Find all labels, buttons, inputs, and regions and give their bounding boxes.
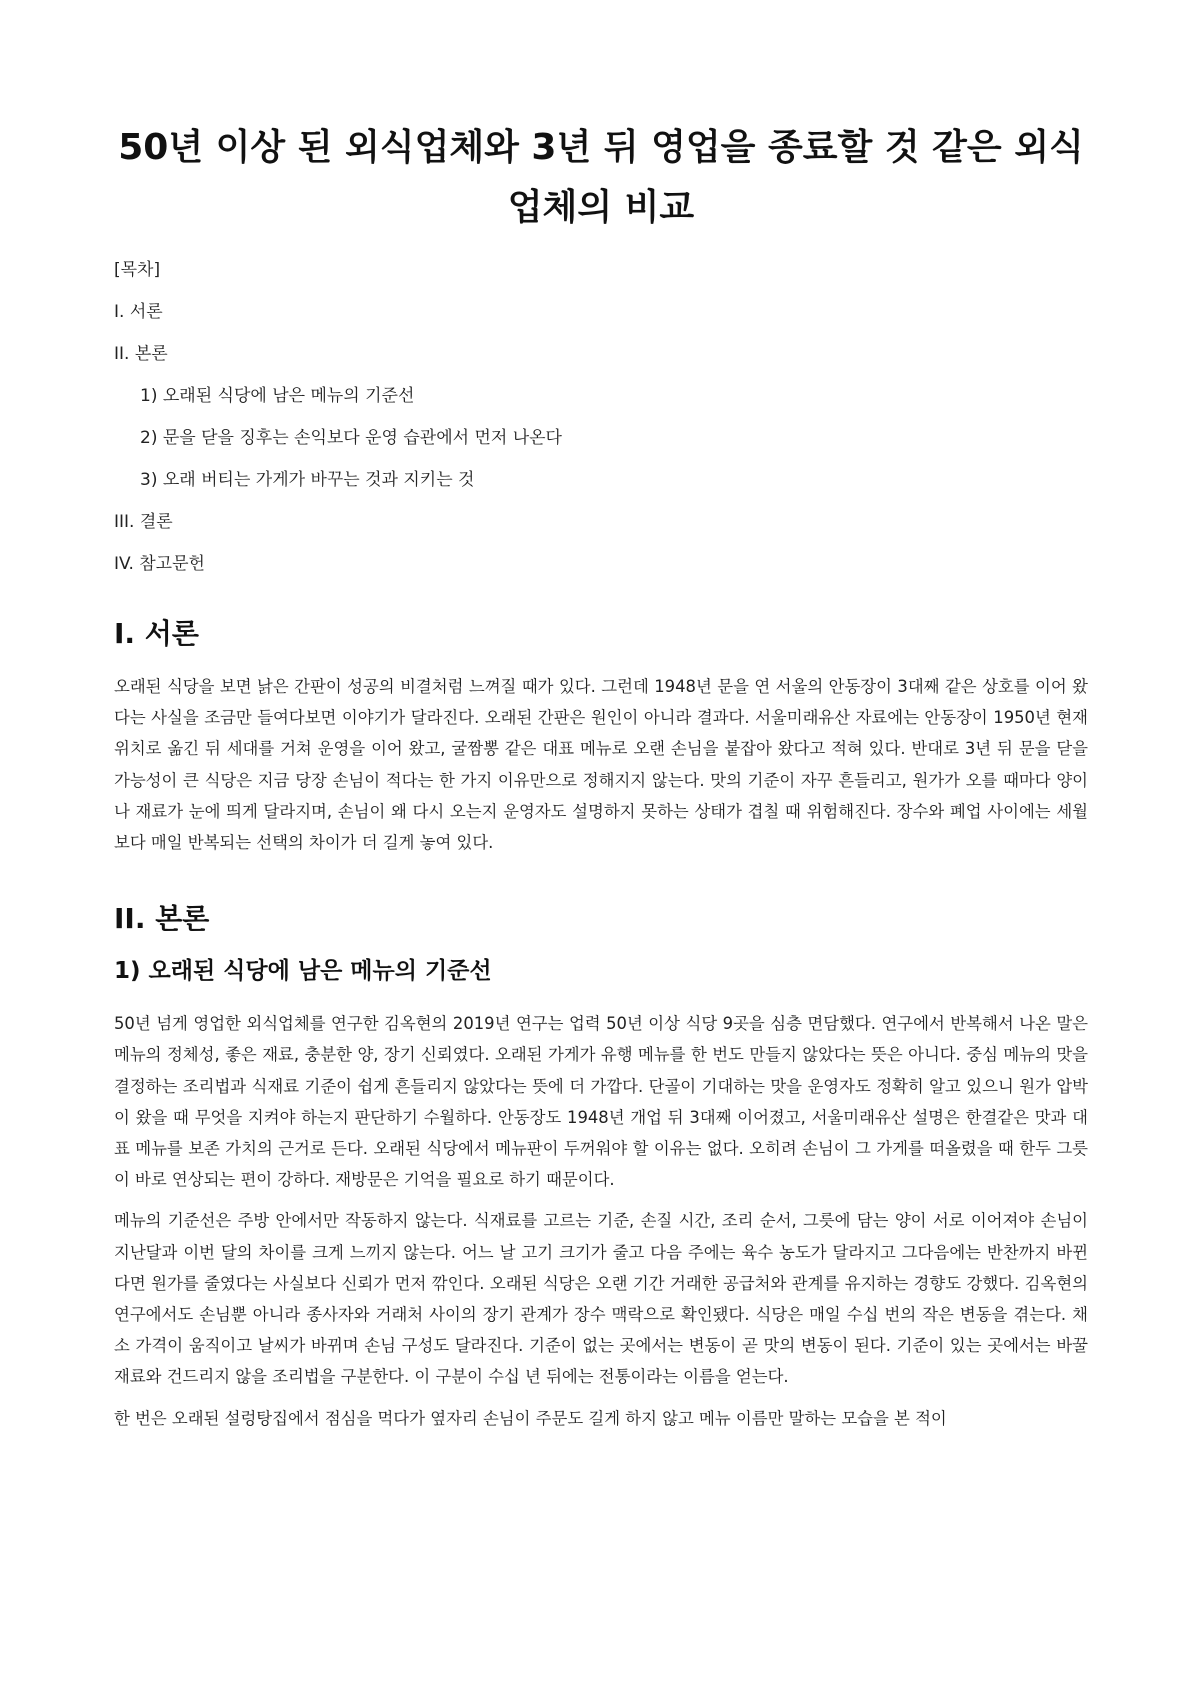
- subsection-menu-baseline: [114, 956, 1088, 1434]
- toc-heading: [목차]: [114, 260, 161, 280]
- toc-item-conclusion: III. 결론: [114, 512, 173, 532]
- section-body: [114, 902, 1088, 1434]
- subsection-heading-1: 1) 오래된 식당에 남은 메뉴의 기준선: [114, 958, 492, 985]
- body-paragraph-3: 한 번은 오래된 설렁탕집에서 점심을 먹다가 옆자리 손님이 주문도 길게 하지 않고 메뉴 이름만 말하는 모습을 본 적이: [114, 1408, 947, 1428]
- toc-item-body-1: 1) 오래된 식당에 남은 메뉴의 기준선: [140, 386, 415, 406]
- section-heading-body: II. 본론: [114, 902, 210, 936]
- toc-item-body-2: 2) 문을 닫을 징후는 손익보다 운영 습관에서 먼저 나온다: [140, 428, 562, 448]
- body-paragraph-1: 50년 넘게 영업한 외식업체를 연구한 김옥현의 2019년 연구는 업력 50년 이상 식당 9곳을 심층 면담했다. 연구에서 반복해서 나온 말은 메뉴의 정체성, 좋은 재료, 충분한 양, 장기 신뢰였다. 오래된 가게가 유행 메뉴를 한 번도 만들지 않았다는 뜻은 아니다. 중심 메뉴의 맛을 결정하는 조리법과 식재료 기준이 쉽게 흔들리지 않았다는 뜻에 더 가깝다. 단골이 기대하는 맛을 운영자도 정확히 알고 있으니 원가 압박이 왔을 때 무엇을 지켜야 하는지 판단하기 수월하다. 안동장도 1948년 개업 뒤 3대째 이어졌고, 서울미래유산 설명은 한결같은 맛과 대표 메뉴를 보존 가치의 근거로 든다. 오래된 식당에서 메뉴판이 두꺼워야 할 이유는 없다. 오히려 손님이 그 가게를 떠올렸을 때 한두 그릇이 바로 연상되는 편이 강하다. 재방문은 기억을 필요로 하기 때문이다.: [114, 1014, 1088, 1190]
- toc-item-body: II. 본론: [114, 344, 168, 364]
- section-heading-introduction: I. 서론: [114, 617, 199, 650]
- toc-item-references: IV. 참고문헌: [114, 554, 205, 574]
- section-introduction: [114, 617, 1088, 858]
- table-of-contents: [114, 260, 1088, 575]
- document-title: 50년 이상 된 외식업체와 3년 뒤 영업을 종료할 것 같은 외식업체의 비교: [118, 127, 1084, 228]
- toc-item-introduction: I. 서론: [114, 302, 163, 322]
- toc-item-body-3: 3) 오래 버티는 가게가 바꾸는 것과 지키는 것: [140, 470, 475, 490]
- body-paragraph-2: 메뉴의 기준선은 주방 안에서만 작동하지 않는다. 식재료를 고르는 기준, 손질 시간, 조리 순서, 그릇에 담는 양이 서로 이어져야 손님이 지난달과 이번 달의 차이를 크게 느끼지 않는다. 어느 날 고기 크기가 줄고 다음 주에는 육수 농도가 달라지고 그다음에는 반찬까지 바뀐다면 원가를 줄였다는 사실보다 신뢰가 먼저 깎인다. 오래된 식당은 오랜 기간 거래한 공급처와 관계를 유지하는 경향도 강했다. 김옥현의 연구에서도 손님뿐 아니라 종사자와 거래처 사이의 장기 관계가 장수 맥락으로 확인됐다. 식당은 매일 수십 번의 작은 변동을 겪는다. 채소 가격이 움직이고 날씨가 바뀌며 손님 구성도 달라진다. 기준이 없는 곳에서는 변동이 곧 맛의 변동이 된다. 기준이 있는 곳에서는 바꿀 재료와 건드리지 않을 조리법을 구분한다. 이 구분이 수십 년 뒤에는 전통이라는 이름을 얻는다.: [114, 1211, 1088, 1387]
- introduction-paragraph: 오래된 식당을 보면 낡은 간판이 성공의 비결처럼 느껴질 때가 있다. 그런데 1948년 문을 연 서울의 안동장이 3대째 같은 상호를 이어 왔다는 사실을 조금만 들여다보면 이야기가 달라진다. 오래된 간판은 원인이 아니라 결과다. 서울미래유산 자료에는 안동장이 1950년 현재 위치로 옮긴 뒤 세대를 거쳐 운영을 이어 왔고, 굴짬뽕 같은 대표 메뉴로 오랜 손님을 붙잡아 왔다고 적혀 있다. 반대로 3년 뒤 문을 닫을 가능성이 큰 식당은 지금 당장 손님이 적다는 한 가지 이유만으로 정해지지 않는다. 맛의 기준이 자꾸 흔들리고, 원가가 오를 때마다 양이나 재료가 눈에 띄게 달라지며, 손님이 왜 다시 오는지 운영자도 설명하지 못하는 상태가 겹칠 때 위험해진다. 장수와 폐업 사이에는 세월보다 매일 반복되는 선택의 차이가 더 길게 놓여 있다.: [114, 677, 1088, 853]
